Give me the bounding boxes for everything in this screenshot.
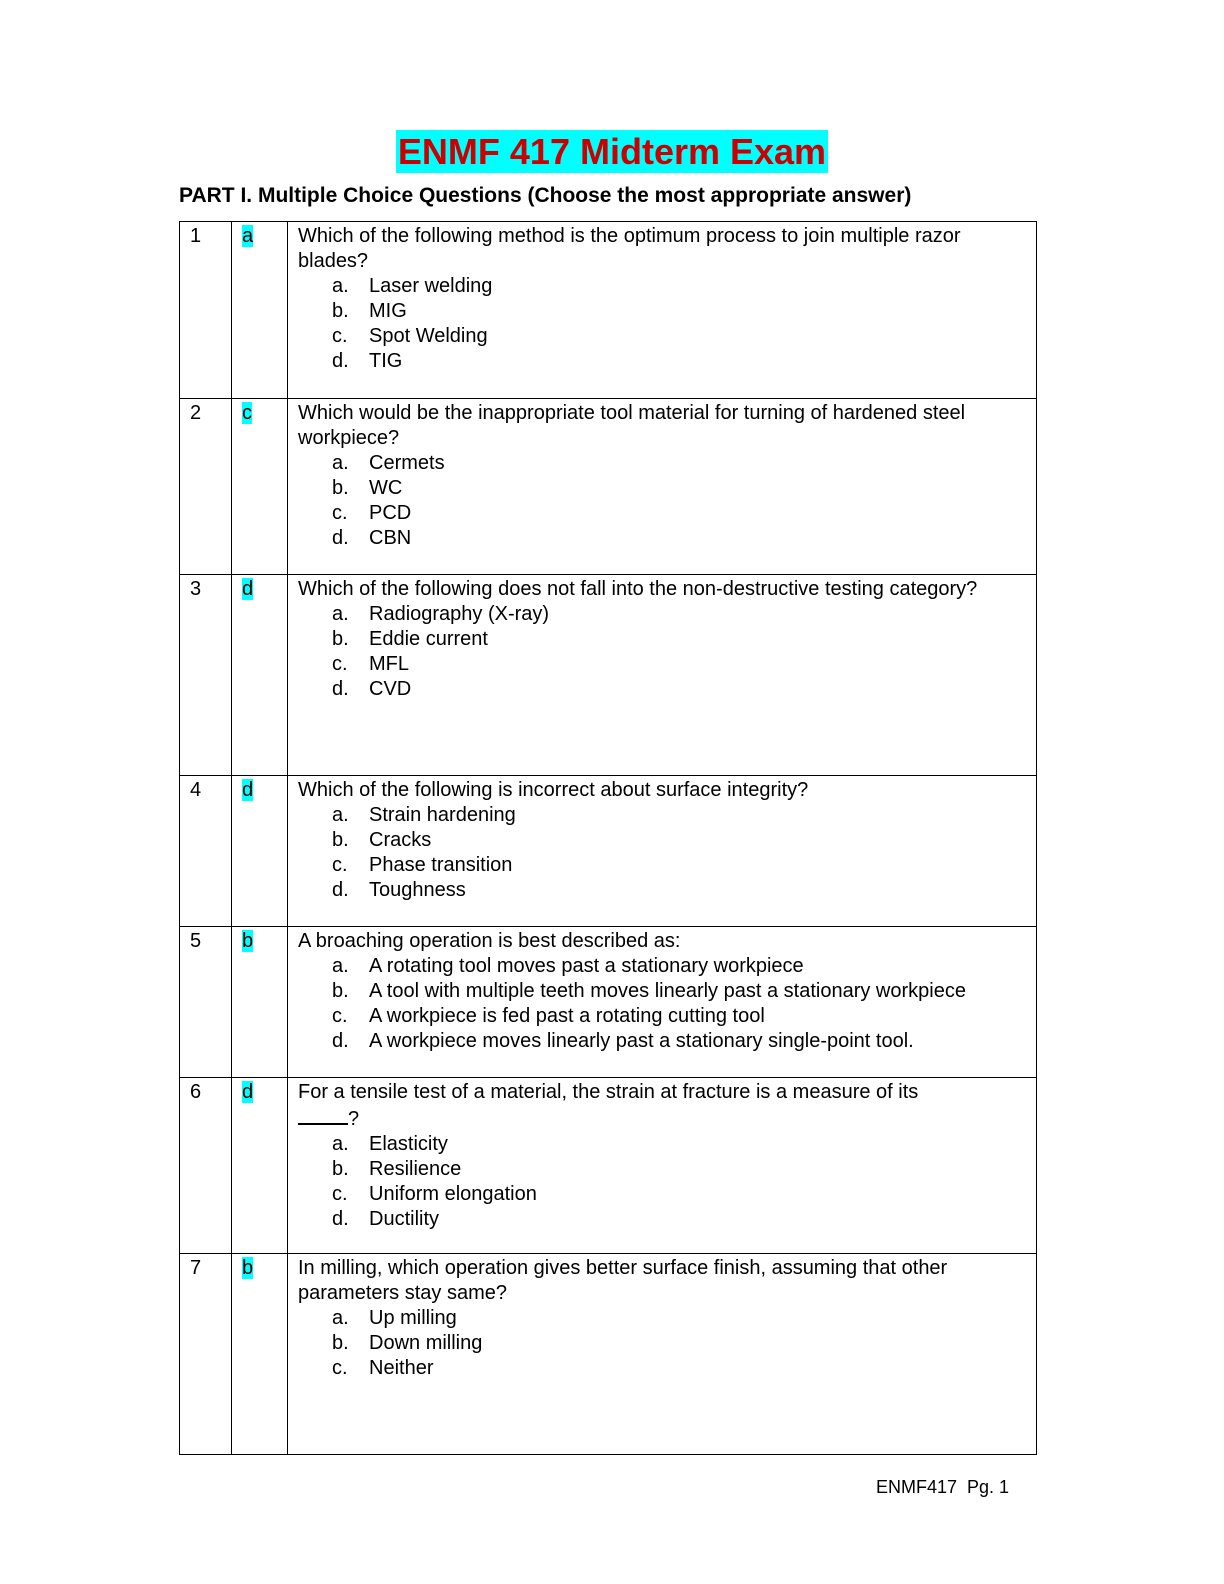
option: d. CBN: [332, 527, 412, 549]
question-text: Which of the following method is the optimum process to join multiple razor blades?: [298, 225, 961, 272]
question-suffix: ?: [348, 1108, 360, 1130]
question-number: 2: [180, 399, 232, 575]
answer-cell: [232, 222, 288, 399]
option: c. PCD: [332, 502, 412, 524]
question-cell: [288, 776, 1037, 927]
question-row: [180, 927, 1037, 1078]
option: b. Cracks: [332, 829, 432, 851]
question-number: 4: [180, 776, 232, 927]
answer-cell: [232, 776, 288, 927]
answer-cell: [232, 927, 288, 1078]
question-cell: [288, 1254, 1037, 1455]
question-row: [180, 1254, 1037, 1455]
answer-cell: [232, 575, 288, 776]
option: a. Radiography (X-ray): [332, 603, 550, 625]
page-footer: ENMF417 Pg. 1: [876, 1477, 1010, 1497]
answer-highlight: a: [242, 225, 254, 247]
option: a. Strain hardening: [332, 804, 516, 826]
question-number: 1: [180, 222, 232, 399]
question-number: 7: [180, 1254, 232, 1455]
question-text: Which would be the inappropriate tool material for turning of hardened steel workpiece?: [298, 402, 966, 449]
question-number: 3: [180, 575, 232, 776]
answer-highlight: b: [242, 1257, 254, 1279]
option: b. Eddie current: [332, 628, 488, 650]
option: a. Cermets: [332, 452, 445, 474]
option: c. MFL: [332, 653, 409, 675]
answer-blank: [298, 1105, 348, 1125]
question-cell: [288, 399, 1037, 575]
option: d. CVD: [332, 678, 412, 700]
question-cell: [288, 575, 1037, 776]
option: c. Spot Welding: [332, 325, 488, 347]
answer-cell: [232, 1078, 288, 1254]
part-heading: PART I. Multiple Choice Questions (Choose the most appropriate answer): [179, 184, 912, 207]
option: d. TIG: [332, 350, 403, 372]
answer-highlight: d: [242, 1081, 254, 1103]
question-cell: [288, 222, 1037, 399]
option: b. MIG: [332, 300, 407, 322]
answer-cell: [232, 399, 288, 575]
option: b. WC: [332, 477, 403, 499]
option: c. Phase transition: [332, 854, 513, 876]
option: b. Resilience: [332, 1158, 462, 1180]
option: a. Elasticity: [332, 1133, 448, 1155]
question-text: Which of the following does not fall into the non-destructive testing category?: [298, 578, 978, 600]
question-text: For a tensile test of a material, the strain at fracture is a measure of its ?: [298, 1081, 919, 1130]
option: a. A rotating tool moves past a stationary workpiece: [332, 955, 804, 977]
option: a. Laser welding: [332, 275, 493, 297]
option: c. Neither: [332, 1357, 434, 1379]
questions-table: [179, 221, 1037, 1455]
question-row: [180, 399, 1037, 575]
answer-highlight: b: [242, 930, 254, 952]
question-cell: [288, 927, 1037, 1078]
question-number: 6: [180, 1078, 232, 1254]
option: b. Down milling: [332, 1332, 483, 1354]
title-wrapper: [0, 130, 1224, 173]
question-row: [180, 575, 1037, 776]
question-cell: [288, 1078, 1037, 1254]
option: d. Toughness: [332, 879, 466, 901]
answer-highlight: d: [242, 779, 254, 801]
option: b. A tool with multiple teeth moves linearly past a stationary workpiece: [332, 980, 966, 1002]
answer-cell: [232, 1254, 288, 1455]
question-number: 5: [180, 927, 232, 1078]
option: d. A workpiece moves linearly past a stationary single-point tool.: [332, 1030, 914, 1052]
option: a. Up milling: [332, 1307, 457, 1329]
question-text: A broaching operation is best described as:: [298, 930, 681, 952]
question-text: In milling, which operation gives better surface finish, assuming that other parameters stay same?: [298, 1257, 948, 1304]
answer-highlight: c: [242, 402, 252, 424]
exam-title: ENMF 417 Midterm Exam: [397, 131, 827, 172]
question-row: [180, 222, 1037, 399]
answer-highlight: d: [242, 578, 254, 600]
question-row: [180, 1078, 1037, 1254]
option: c. Uniform elongation: [332, 1183, 537, 1205]
option: d. Ductility: [332, 1208, 440, 1230]
question-text: Which of the following is incorrect about surface integrity?: [298, 779, 809, 801]
question-row: [180, 776, 1037, 927]
option: c. A workpiece is fed past a rotating cutting tool: [332, 1005, 765, 1027]
